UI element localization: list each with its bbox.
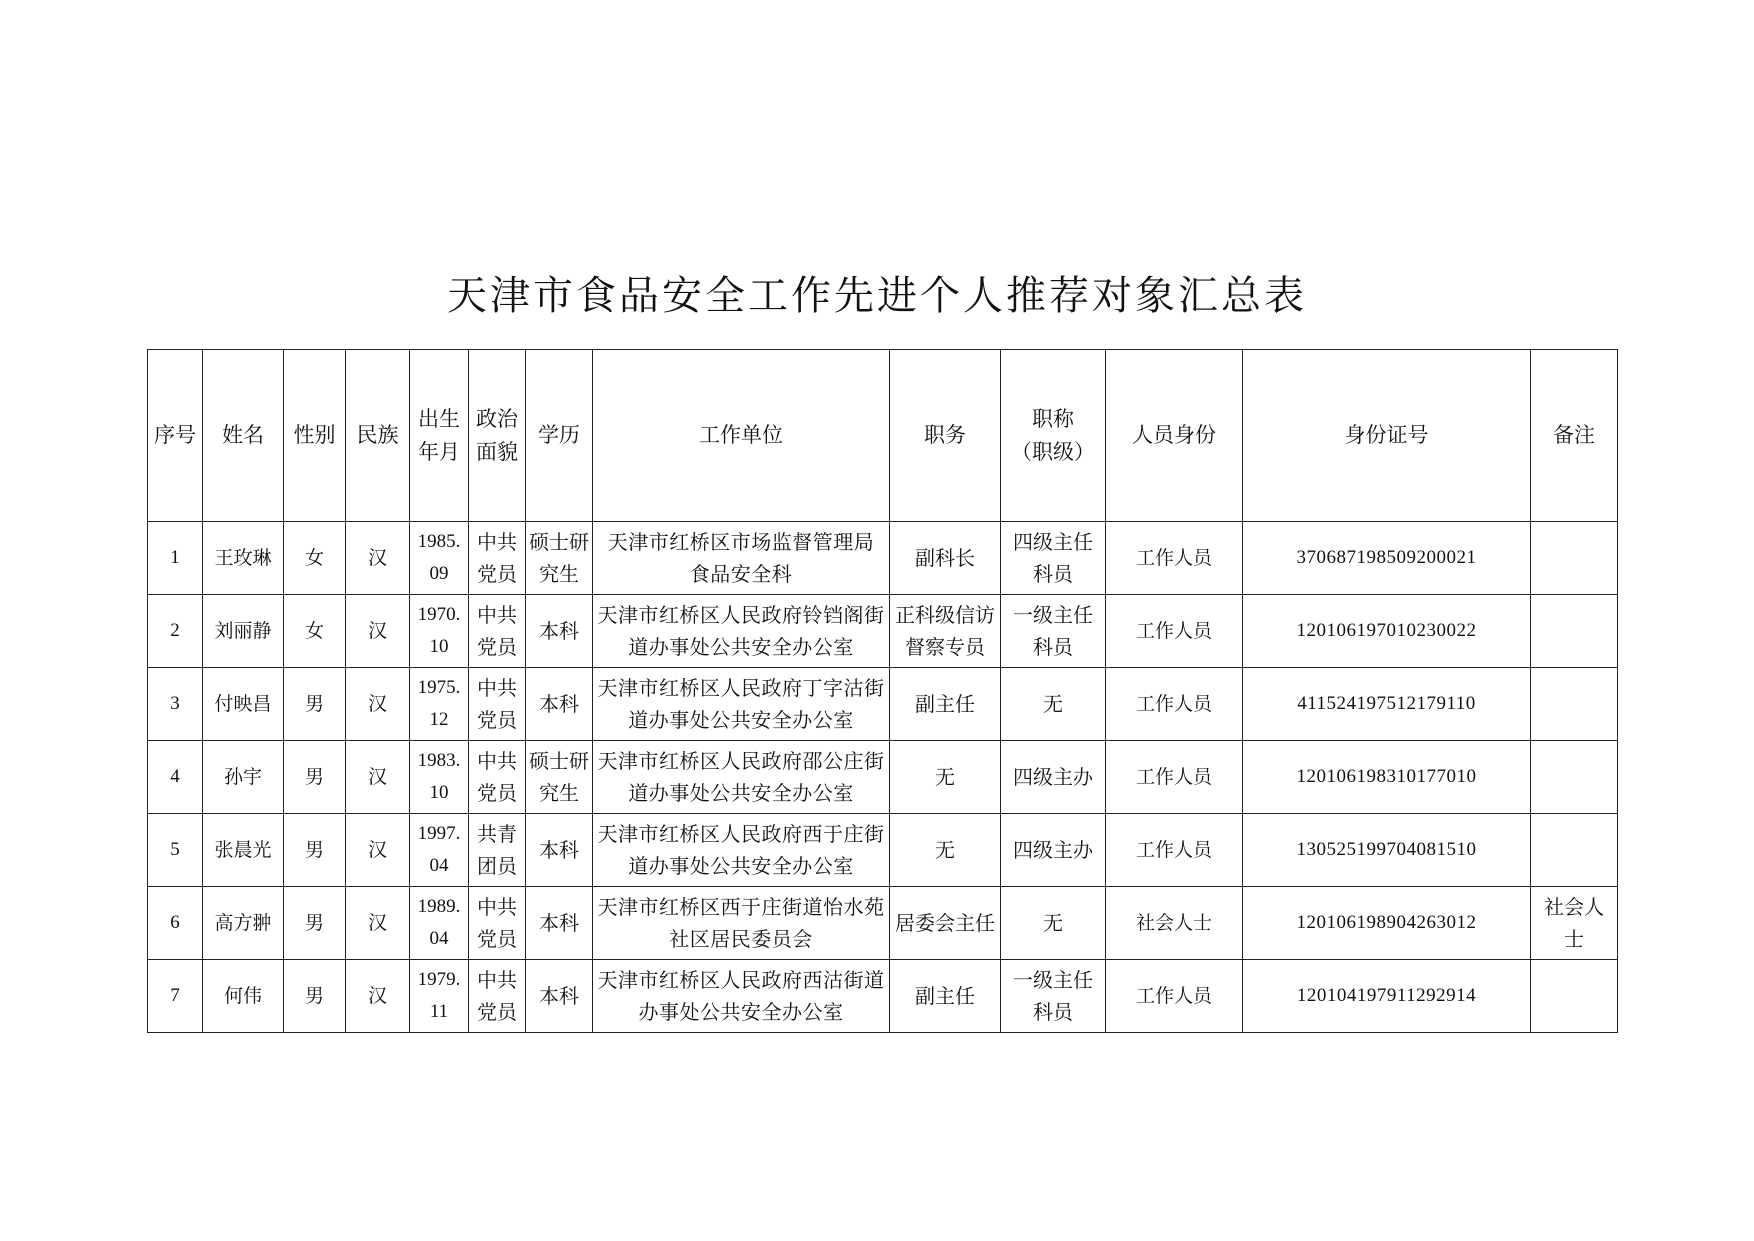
cell-gender: 女 [284, 522, 346, 595]
cell-position [890, 887, 1001, 960]
column-header-political [469, 350, 526, 522]
column-header-line: 学历 [538, 423, 580, 447]
column-header-seq [148, 350, 203, 522]
cell-line: 04 [429, 855, 449, 876]
cell-id-number: 120104197911292914 [1243, 960, 1531, 1033]
cell-line: 本科 [539, 838, 579, 862]
cell-line: 党员 [477, 635, 517, 659]
cell-name: 何伟 [203, 960, 284, 1033]
cell-workplace [593, 887, 890, 960]
cell-line: 科员 [1033, 562, 1073, 586]
cell-line: 1983. [417, 750, 461, 771]
cell-birth [410, 595, 469, 668]
cell-line: 督察专员 [905, 635, 985, 659]
column-header-position [890, 350, 1001, 522]
cell-remarks [1531, 960, 1618, 1033]
cell-education [526, 668, 593, 741]
cell-gender: 女 [284, 595, 346, 668]
column-header-line: 姓名 [222, 423, 264, 447]
cell-seq: 4 [148, 741, 203, 814]
cell-line: 中共 [477, 530, 517, 554]
cell-line: 本科 [539, 619, 579, 643]
column-header-line: 面貌 [476, 439, 518, 464]
column-header-line: 性别 [293, 423, 336, 447]
cell-seq: 6 [148, 887, 203, 960]
cell-line: 道办事处公共安全办公室 [628, 781, 854, 805]
cell-workplace [593, 814, 890, 887]
cell-remarks [1531, 668, 1618, 741]
cell-title [1001, 741, 1106, 814]
document-title: 天津市食品安全工作先进个人推荐对象汇总表 [447, 273, 1307, 319]
column-header-line: 人员身份 [1132, 423, 1216, 447]
cell-line: 本科 [539, 911, 579, 935]
cell-line: 天津市红桥区人民政府铃铛阁街 [597, 603, 885, 627]
cell-line: 四级主办 [1013, 838, 1093, 862]
table-row [148, 595, 1618, 668]
cell-seq: 5 [148, 814, 203, 887]
cell-line: 团员 [477, 854, 517, 878]
cell-line: 10 [429, 782, 449, 803]
cell-name: 孙宇 [203, 741, 284, 814]
cell-line: 共青 [477, 822, 517, 846]
cell-seq: 2 [148, 595, 203, 668]
cell-education [526, 814, 593, 887]
column-header-identity [1106, 350, 1243, 522]
cell-workplace [593, 595, 890, 668]
cell-remarks [1531, 741, 1618, 814]
cell-line: 中共 [477, 603, 517, 627]
cell-identity: 工作人员 [1106, 595, 1243, 668]
cell-political [469, 668, 526, 741]
cell-ethnicity: 汉 [346, 814, 410, 887]
cell-line: 一级主任 [1013, 603, 1093, 627]
cell-line: 党员 [477, 708, 517, 732]
cell-political [469, 887, 526, 960]
cell-line: 天津市红桥区人民政府西于庄街 [597, 822, 885, 846]
cell-remarks [1531, 814, 1618, 887]
cell-title [1001, 595, 1106, 668]
cell-gender: 男 [284, 741, 346, 814]
cell-birth [410, 668, 469, 741]
cell-seq: 3 [148, 668, 203, 741]
cell-line: 士 [1564, 927, 1584, 951]
column-header-line: 民族 [356, 423, 399, 447]
cell-line: 1985. [417, 531, 461, 552]
cell-line: 中共 [477, 968, 517, 992]
cell-line: 12 [429, 709, 449, 730]
cell-line: 四级主办 [1013, 765, 1093, 789]
cell-line: 天津市红桥区人民政府西沽街道 [597, 968, 885, 992]
cell-line: 居委会主任 [895, 911, 995, 935]
cell-birth [410, 887, 469, 960]
cell-identity: 工作人员 [1106, 741, 1243, 814]
cell-ethnicity: 汉 [346, 960, 410, 1033]
cell-identity: 工作人员 [1106, 960, 1243, 1033]
cell-name: 高方翀 [203, 887, 284, 960]
cell-ethnicity: 汉 [346, 668, 410, 741]
cell-birth [410, 814, 469, 887]
cell-gender: 男 [284, 814, 346, 887]
cell-line: 10 [429, 636, 449, 657]
column-header-line: 年月 [418, 439, 460, 464]
cell-position [890, 595, 1001, 668]
cell-line: 副科长 [915, 546, 975, 570]
cell-identity: 工作人员 [1106, 522, 1243, 595]
cell-title [1001, 960, 1106, 1033]
cell-birth [410, 741, 469, 814]
cell-title [1001, 887, 1106, 960]
column-header-education [526, 350, 593, 522]
cell-workplace [593, 960, 890, 1033]
cell-name: 刘丽静 [203, 595, 284, 668]
cell-ethnicity: 汉 [346, 522, 410, 595]
cell-education [526, 522, 593, 595]
table-row [148, 887, 1618, 960]
cell-line: 中共 [477, 749, 517, 773]
column-header-line: 政治 [476, 406, 518, 431]
cell-gender: 男 [284, 887, 346, 960]
cell-remarks [1531, 522, 1618, 595]
cell-line: 科员 [1033, 635, 1073, 659]
cell-workplace [593, 522, 890, 595]
cell-position [890, 814, 1001, 887]
cell-line: 党员 [477, 1000, 517, 1024]
cell-line: 究生 [539, 781, 579, 805]
cell-line: 11 [429, 1001, 449, 1022]
cell-birth [410, 522, 469, 595]
cell-line: 副主任 [915, 984, 975, 1008]
cell-workplace [593, 668, 890, 741]
cell-line: 天津市红桥区人民政府丁字沽街 [597, 676, 885, 700]
cell-line: 04 [429, 928, 449, 949]
column-header-remarks [1531, 350, 1618, 522]
cell-line: 1989. [417, 896, 461, 917]
candidate-table [147, 349, 1618, 1033]
cell-line: 无 [1043, 911, 1063, 935]
cell-seq: 7 [148, 960, 203, 1033]
cell-education [526, 960, 593, 1033]
cell-line: 中共 [477, 676, 517, 700]
table-row [148, 741, 1618, 814]
column-header-line: 职称 [1032, 406, 1074, 431]
cell-line: 正科级信访 [895, 603, 995, 627]
cell-line: 食品安全科 [689, 562, 793, 586]
cell-identity: 社会人士 [1106, 887, 1243, 960]
cell-political [469, 522, 526, 595]
cell-position [890, 741, 1001, 814]
cell-name: 张晨光 [203, 814, 284, 887]
cell-remarks [1531, 595, 1618, 668]
cell-id-number: 370687198509200021 [1243, 522, 1531, 595]
column-header-gender [284, 350, 346, 522]
cell-line: 本科 [539, 692, 579, 716]
cell-remarks [1531, 887, 1618, 960]
column-header-line: 工作单位 [699, 423, 783, 447]
cell-line: 天津市红桥区市场监督管理局 [607, 530, 875, 554]
column-header-line: 职务 [924, 423, 966, 447]
cell-education [526, 887, 593, 960]
cell-line: 无 [935, 838, 955, 862]
column-header-id-number [1243, 350, 1531, 522]
cell-line: 1979. [417, 969, 461, 990]
cell-id-number: 130525199704081510 [1243, 814, 1531, 887]
cell-line: 1997. [417, 823, 461, 844]
cell-gender: 男 [284, 668, 346, 741]
table-body [148, 522, 1618, 1033]
cell-line: 四级主任 [1013, 530, 1093, 554]
cell-id-number: 120106197010230022 [1243, 595, 1531, 668]
table-row [148, 960, 1618, 1033]
column-header-line: 序号 [154, 423, 196, 447]
cell-line: 硕士研 [529, 749, 589, 773]
cell-ethnicity: 汉 [346, 595, 410, 668]
cell-line: 无 [1043, 692, 1063, 716]
cell-seq: 1 [148, 522, 203, 595]
cell-line: 本科 [539, 984, 579, 1008]
cell-position [890, 668, 1001, 741]
cell-name: 王玫琳 [203, 522, 284, 595]
cell-line: 天津市红桥区人民政府邵公庄街 [597, 749, 885, 773]
cell-line: 社区居民委员会 [669, 927, 813, 951]
column-header-workplace [593, 350, 890, 522]
cell-line: 社会人 [1544, 895, 1604, 919]
cell-line: 09 [429, 563, 449, 584]
cell-line: 科员 [1033, 1000, 1073, 1024]
table-row [148, 668, 1618, 741]
cell-line: 道办事处公共安全办公室 [628, 708, 854, 732]
cell-id-number: 120106198904263012 [1243, 887, 1531, 960]
cell-title [1001, 522, 1106, 595]
cell-identity: 工作人员 [1106, 668, 1243, 741]
cell-title [1001, 668, 1106, 741]
cell-line: 中共 [477, 895, 517, 919]
cell-line: 究生 [539, 562, 579, 586]
column-header-line: 身份证号 [1344, 423, 1429, 447]
column-header-line: 出生 [418, 406, 460, 431]
cell-line: 1970. [417, 604, 461, 625]
cell-line: 办事处公共安全办公室 [638, 1000, 844, 1024]
cell-line: 无 [935, 765, 955, 789]
cell-birth [410, 960, 469, 1033]
cell-education [526, 595, 593, 668]
cell-line: 一级主任 [1013, 968, 1093, 992]
cell-line: 硕士研 [529, 530, 589, 554]
cell-workplace [593, 741, 890, 814]
table-row [148, 814, 1618, 887]
cell-id-number: 120106198310177010 [1243, 741, 1531, 814]
cell-line: 党员 [477, 781, 517, 805]
cell-political [469, 741, 526, 814]
cell-line: 党员 [477, 562, 517, 586]
cell-id-number: 411524197512179110 [1243, 668, 1531, 741]
cell-gender: 男 [284, 960, 346, 1033]
cell-education [526, 741, 593, 814]
column-header-name [203, 350, 284, 522]
cell-title [1001, 814, 1106, 887]
cell-ethnicity: 汉 [346, 741, 410, 814]
cell-line: 道办事处公共安全办公室 [628, 854, 854, 878]
cell-name: 付映昌 [203, 668, 284, 741]
cell-line: 天津市红桥区西于庄街道怡水苑 [597, 895, 885, 919]
column-header-birth [410, 350, 469, 522]
cell-position [890, 960, 1001, 1033]
cell-political [469, 595, 526, 668]
cell-identity: 工作人员 [1106, 814, 1243, 887]
cell-political [469, 960, 526, 1033]
column-header-line: 备注 [1553, 423, 1595, 447]
column-header-line: （职级） [1011, 439, 1095, 464]
cell-ethnicity: 汉 [346, 887, 410, 960]
table-row [148, 522, 1618, 595]
cell-line: 党员 [477, 927, 517, 951]
cell-line: 副主任 [915, 692, 975, 716]
cell-line: 1975. [417, 677, 461, 698]
cell-line: 道办事处公共安全办公室 [628, 635, 854, 659]
cell-position [890, 522, 1001, 595]
column-header-ethnicity [346, 350, 410, 522]
column-header-title [1001, 350, 1106, 522]
cell-political [469, 814, 526, 887]
table-header-row [148, 350, 1618, 522]
